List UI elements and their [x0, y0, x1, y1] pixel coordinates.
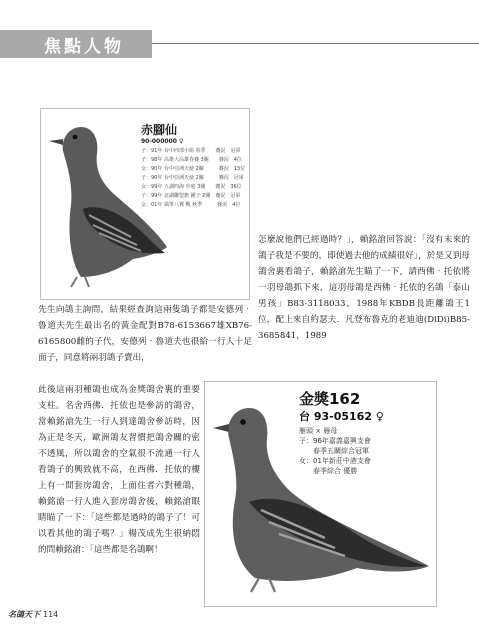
page-number: 114 — [43, 610, 59, 619]
article-paragraph-right: 怎麼說他們已經過時？」，賴銘滄回答說：「沒有未來的鴿子我是不要的，即使過去他的成績很好」，於是又到母鴿舍裏看鴿子，賴銘滄先生瞄了一下，請西佛‧托依將一羽母鴿抓下來，這羽母鴿是西佛‧托依的名鴿「泰山男孩」B83-3118033，1988年KBDB長距離鴿王1位，配上來自約瑟夫．凡登布魯克的老迪迪(DiDi)B85-3685841，1989 — [258, 235, 470, 341]
pigeon-name-2: 金獎162 — [299, 390, 361, 408]
article-paragraph-mid: 先生向鴿主詢問，結果經查詢這兩隻鴿子都是安德列‧魯道夫先生最出名的黃金配對B78-6153667雄XB76-6165800雌的子代，安德列‧魯道夫也很給一行人十足面子，同意將兩羽鴿子賣出， — [38, 305, 252, 363]
record-line: 子：90年 台中亞洲天使 2關 賽況 冠軍 — [141, 175, 244, 181]
pigeon-photo-card-1 — [40, 108, 250, 300]
record-line: 女：01年 風箏八翼 戰 秋季 賽況 4位 — [141, 202, 241, 208]
pigeon-records-1 — [141, 147, 245, 210]
record-line: 子：98年 高雄大高雄春賽 3關 賽況 4位 — [141, 157, 242, 163]
record-line: 女：90年 台中亞洲天使 2關 賽況 13位 — [141, 166, 246, 172]
record-line: 女：99年 五湖四海 中庭 3關 賽況 36位 — [141, 184, 242, 190]
pigeon-ring-1: 90-000000 ♀ — [141, 138, 184, 145]
section-header — [0, 30, 152, 58]
record-line: 子：91年 台中西部小組 春季 賽況 冠軍 — [141, 148, 241, 154]
page-footer — [8, 609, 58, 620]
record-line: 女：01年新莊中港支會 — [299, 457, 371, 465]
article-paragraph-left: 此後這兩羽種鴿也成為金獎鴿舍裏的重要支柱。名舍西佛．托依也是參訪的鴿舍，當賴銘滄先生一行人到達鴿舍參訪時，因為正是冬天，歐洲鴿友習慣把鴿舍關的密不透風，所以鴿舍的空氣很不流通一行人看鴿子的興致就不高，在西佛．托依的樓上有一間套房鴿舍，上面住者六對種鴿，賴銘滄一行人進入套房鴿舍後，賴銘滄眼睛瞄了一下：「這些都是過時的鴿子了！可以看其他的鴿子嗎？」楊茂成先生很納悶的問賴銘滄：「這些都是名鴿啊！ — [38, 385, 200, 555]
header-rule — [152, 43, 479, 44]
magazine-name: 名鴿天下 — [8, 610, 40, 619]
record-line: 春季綜合 優勝 — [299, 467, 358, 475]
pigeon-ring-2: 台 93-05162 ♀ — [299, 410, 384, 423]
record-line: 子：96年嘉義嘉興支會 — [299, 437, 371, 445]
record-line: 子：99年 北湖聯盟旗 鍾子 2關 賽況 冠軍 — [141, 193, 241, 199]
record-line: 春季五關綜合冠軍 — [299, 447, 369, 455]
pigeon-records-2 — [299, 426, 371, 476]
section-title: 焦點人物 — [44, 36, 124, 57]
pigeon-photo-card-2 — [204, 381, 437, 607]
pigeon-name-1: 赤腳仙 — [141, 123, 178, 137]
record-line: 雁頭 × 雁母 — [299, 427, 338, 435]
